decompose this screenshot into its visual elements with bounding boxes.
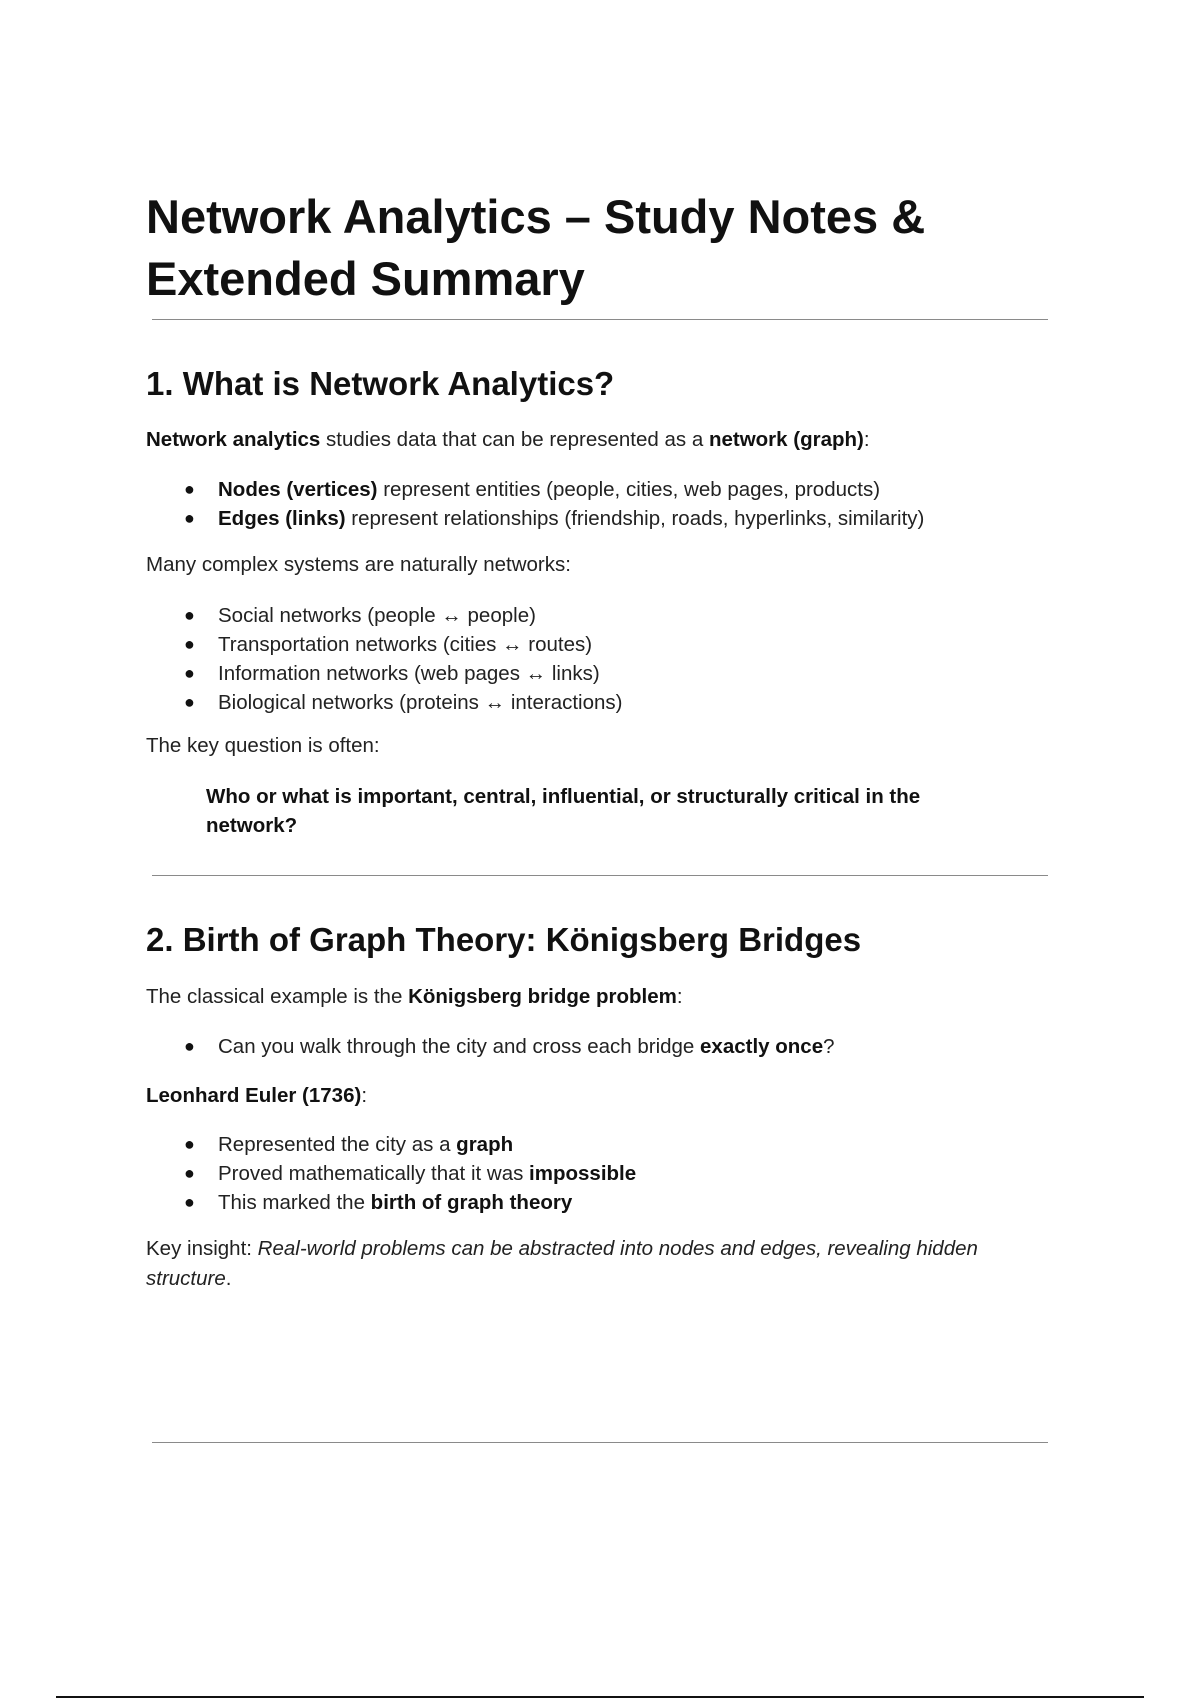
euler-heading: Leonhard Euler (1736): — [146, 1084, 368, 1107]
list-item: ● Edges (links) represent relationships (friendship, roads, hyperlinks, similarity) — [146, 504, 924, 533]
list-item: ● Nodes (vertices) represent entities (people, cities, web pages, products) — [146, 475, 924, 504]
bullet-icon: ● — [184, 1134, 195, 1154]
bullet-icon: ● — [184, 1036, 195, 1056]
bullet-icon: ● — [184, 479, 195, 499]
list-item: ● Represented the city as a graph — [146, 1130, 636, 1159]
systems-intro: Many complex systems are naturally networks: — [146, 553, 571, 576]
title-line-1: Network Analytics – Study Notes & — [146, 190, 926, 243]
key-insight: Key insight: Real-world problems can be abstracted into nodes and edges, revealing hidden structure. — [146, 1237, 978, 1290]
bullet-icon: ● — [184, 692, 195, 712]
bridge-question-list — [146, 1032, 835, 1061]
list-item: ● Biological networks (proteins ↔ interactions) — [146, 688, 622, 717]
list-item: ● Proved mathematically that it was impossible — [146, 1159, 636, 1188]
systems-list — [146, 601, 622, 717]
bullet-icon: ● — [184, 508, 195, 528]
bullet-icon: ● — [184, 634, 195, 654]
divider — [152, 1442, 1048, 1443]
list-item: ● Transportation networks (cities ↔ routes) — [146, 630, 622, 659]
bullet-icon: ● — [184, 663, 195, 683]
key-question-intro: The key question is often: — [146, 734, 380, 757]
page-bottom-rule — [56, 1696, 1144, 1698]
list-item: ● Can you walk through the city and cross each bridge exactly once? — [146, 1032, 835, 1061]
title-line-2: Extended Summary — [146, 252, 585, 305]
list-item: ● Information networks (web pages ↔ links) — [146, 659, 622, 688]
document-title — [146, 186, 1046, 310]
divider — [152, 875, 1048, 876]
section-1-intro: Network analytics studies data that can be represented as a network (graph): — [146, 428, 870, 451]
list-item: ● This marked the birth of graph theory — [146, 1188, 636, 1217]
section-2-intro: The classical example is the Königsberg bridge problem: — [146, 985, 683, 1008]
bullet-icon: ● — [184, 1163, 195, 1183]
list-item: ● Social networks (people ↔ people) — [146, 601, 622, 630]
divider — [152, 319, 1048, 320]
key-question: Who or what is important, central, influential, or structurally critical in the network? — [206, 785, 921, 837]
euler-points-list — [146, 1130, 636, 1217]
section-1-heading: 1. What is Network Analytics? — [146, 365, 615, 402]
bullet-icon: ● — [184, 1192, 195, 1212]
bullet-icon: ● — [184, 605, 195, 625]
network-components-list — [146, 475, 924, 533]
section-2-heading: 2. Birth of Graph Theory: Königsberg Bridges — [146, 921, 862, 958]
